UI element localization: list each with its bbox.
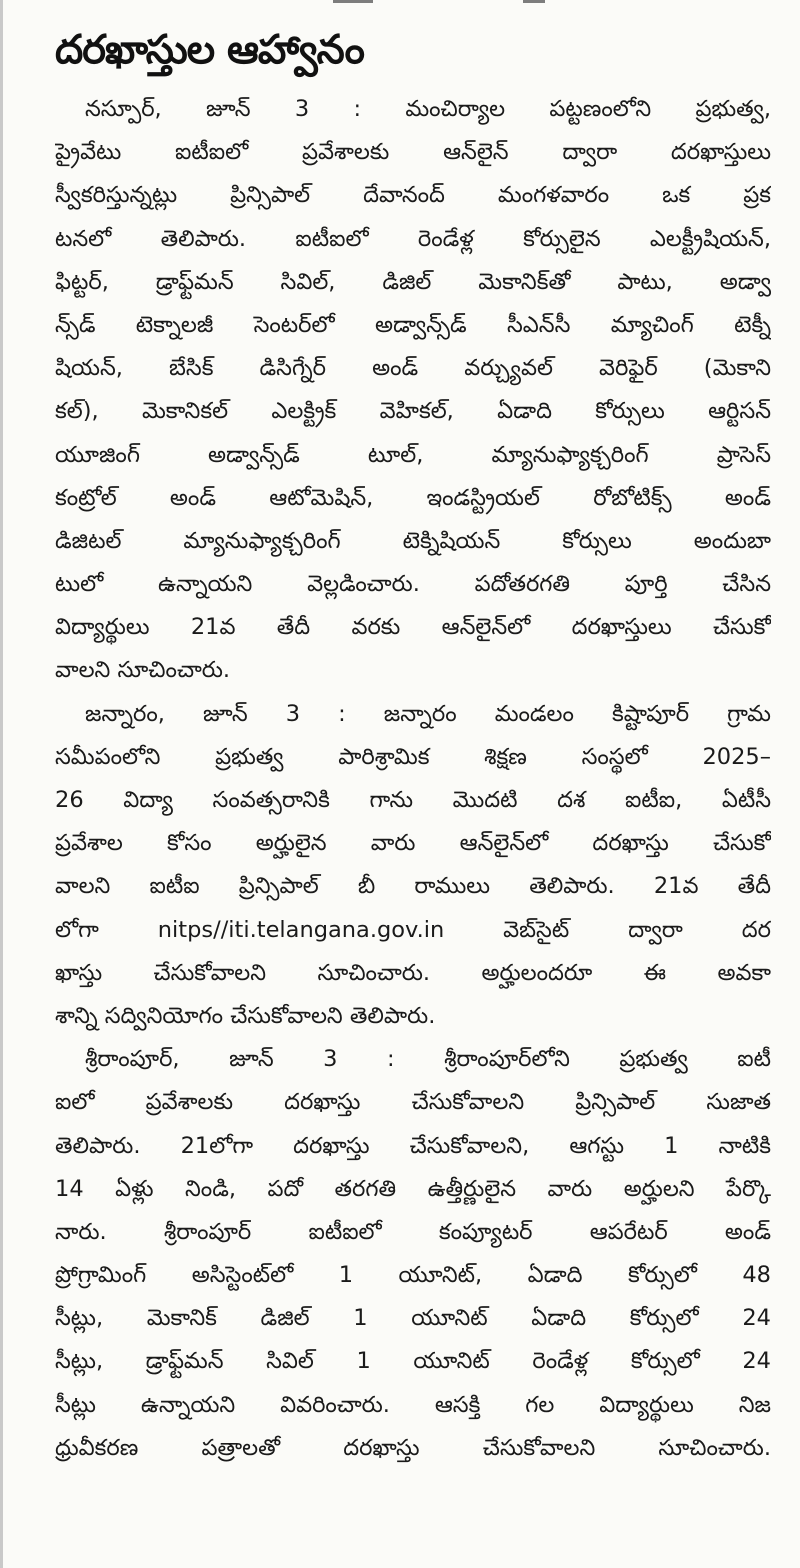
article-line: తెలిపారు. 21లోగా దరఖాస్తు చేసుకోవాలని, ఆగస్టు 1 నాటికి <box>55 1132 771 1159</box>
article-line: షియన్, బేసిక్ డిసిగ్నేర్ అండ్ వర్చ్యువల్ వెరిఫైర్ (మెకాని <box>55 355 771 382</box>
article-body <box>55 88 771 1470</box>
article-line: నస్పూర్, జూన్ 3 : మంచిర్యాల పట్టణంలోని ప్రభుత్వ, <box>85 96 771 122</box>
article-line: ప్రోగ్రామింగ్ అసిస్టెంట్‌లో 1 యూనిట్, ఏడాది కోర్సులో 48 <box>55 1262 771 1289</box>
article-line: టులో ఉన్నాయని వెల్లడించారు. పదోతరగతి పూర్తి చేసిన <box>55 571 771 598</box>
article-line: ఖాస్తు చేసుకోవాలని సూచించారు. అర్హులందరూ ఈ అవకా <box>55 959 771 986</box>
article-line: ఐలో ప్రవేశాలకు దరఖాస్తు చేసుకోవాలని ప్రిన్సిపాల్ సుజాత <box>55 1089 771 1116</box>
article-line: ధ్రువీకరణ పత్రాలతో దరఖాస్తు చేసుకోవాలని సూచించారు. <box>55 1434 771 1461</box>
article-line: కంట్రోల్ అండ్ ఆటోమెషిన్, ఇండస్ట్రియల్ రోబోటిక్స్ అండ్ <box>55 484 771 511</box>
article-line: 14 ఏళ్లు నిండి, పదో తరగతి ఉత్తీర్ణులైన వారు అర్హులని పేర్కొ <box>55 1175 771 1202</box>
article-line: ఫిట్టర్, డ్రాఫ్ట్‌మన్ సివిల్, డిజిల్ మెకానిక్‌తో పాటు, అడ్వా <box>55 268 771 295</box>
article-line: ప్రవేశాల కోసం అర్హులైన వారు ఆన్‌లైన్‌లో దరఖాస్తు చేసుకో <box>55 830 771 857</box>
article-line: శాన్ని సద్వినియోగం చేసుకోవాలని తెలిపారు. <box>55 1002 436 1029</box>
article-line: లోగా nitps//iti.telangana.gov.in వెబ్‌సైట్ ద్వారా దర <box>55 916 771 943</box>
article-line: ప్రైవేటు ఐటీఐలో ప్రవేశాలకు ఆన్‌లైన్ ద్వారా దరఖాస్తులు <box>55 139 771 166</box>
article-line: టనలో తెలిపారు. ఐటీఐలో రెండేళ్ల కోర్సులైన ఎలక్ట్రీషియన్, <box>55 225 771 252</box>
article-line: వాలని సూచించారు. <box>55 657 231 684</box>
article-line: సీట్లు, మెకానిక్ డిజిల్ 1 యూనిట్ ఏడాది కోర్సులో 24 <box>55 1305 771 1332</box>
article-line: నారు. శ్రీరాంపూర్ ఐటీఐలో కంప్యూటర్ ఆపరేటర్ అండ్ <box>55 1218 771 1245</box>
article-line: న్స్‌డ్ టెక్నాలజీ సెంటర్‌లో అడ్వాన్స్‌డ్ సీఎన్‌సీ మ్యాచింగ్ టెక్నీ <box>55 311 771 338</box>
article-line: జన్నారం, జూన్ 3 : జన్నారం మండలం కిష్టాపూర్ గ్రామ <box>85 700 771 727</box>
torn-top-edge <box>3 0 800 6</box>
article-line: విద్యార్థులు 21వ తేదీ వరకు ఆన్‌లైన్‌లో దరఖాస్తులు చేసుకో <box>55 614 771 641</box>
article-line: కల్), మెకానికల్ ఎలక్ట్రిక్ వెహికల్, ఏడాది కోర్సులు ఆర్టిసన్ <box>55 398 771 425</box>
article-line: స్వీకరిస్తున్నట్లు ప్రిన్సిపాల్ దేవానంద్ మంగళవారం ఒక ప్రక <box>55 182 771 209</box>
article-line: వాలని ఐటీఐ ప్రిన్సిపాల్ బీ రాములు తెలిపారు. 21వ తేదీ <box>55 873 771 900</box>
article-line: యూజింగ్ అడ్వాన్స్‌డ్ టూల్, మ్యానుఫ్యాక్చరింగ్ ప్రాసెస్ <box>55 441 771 468</box>
article-line: శ్రీరాంపూర్, జూన్ 3 : శ్రీరాంపూర్‌లోని ప్రభుత్వ ఐటీ <box>85 1046 771 1073</box>
article-headline: దరఖాస్తుల ఆహ్వానం <box>55 27 364 73</box>
ink-mark <box>523 0 545 3</box>
article-line: డిజిటల్ మ్యానుఫ్యాక్చరింగ్ టెక్నిషియన్ కోర్సులు అందుబా <box>55 527 771 554</box>
article-line: సమీపంలోని ప్రభుత్వ పారిశ్రామిక శిక్షణ సంస్థలో 2025– <box>55 743 771 770</box>
ink-mark <box>333 0 373 3</box>
article-line: సీట్లు ఉన్నాయని వివరించారు. ఆసక్తి గల విద్యార్థులు నిజ <box>55 1391 771 1418</box>
article-line: సీట్లు, డ్రాఫ్ట్‌మన్ సివిల్ 1 యూనిట్ రెండేళ్ల కోర్సులో 24 <box>55 1348 771 1375</box>
article-line: 26 విద్యా సంవత్సరానికి గాను మొదటి దశ ఐటీఐ, ఏటీసీ <box>55 787 771 813</box>
